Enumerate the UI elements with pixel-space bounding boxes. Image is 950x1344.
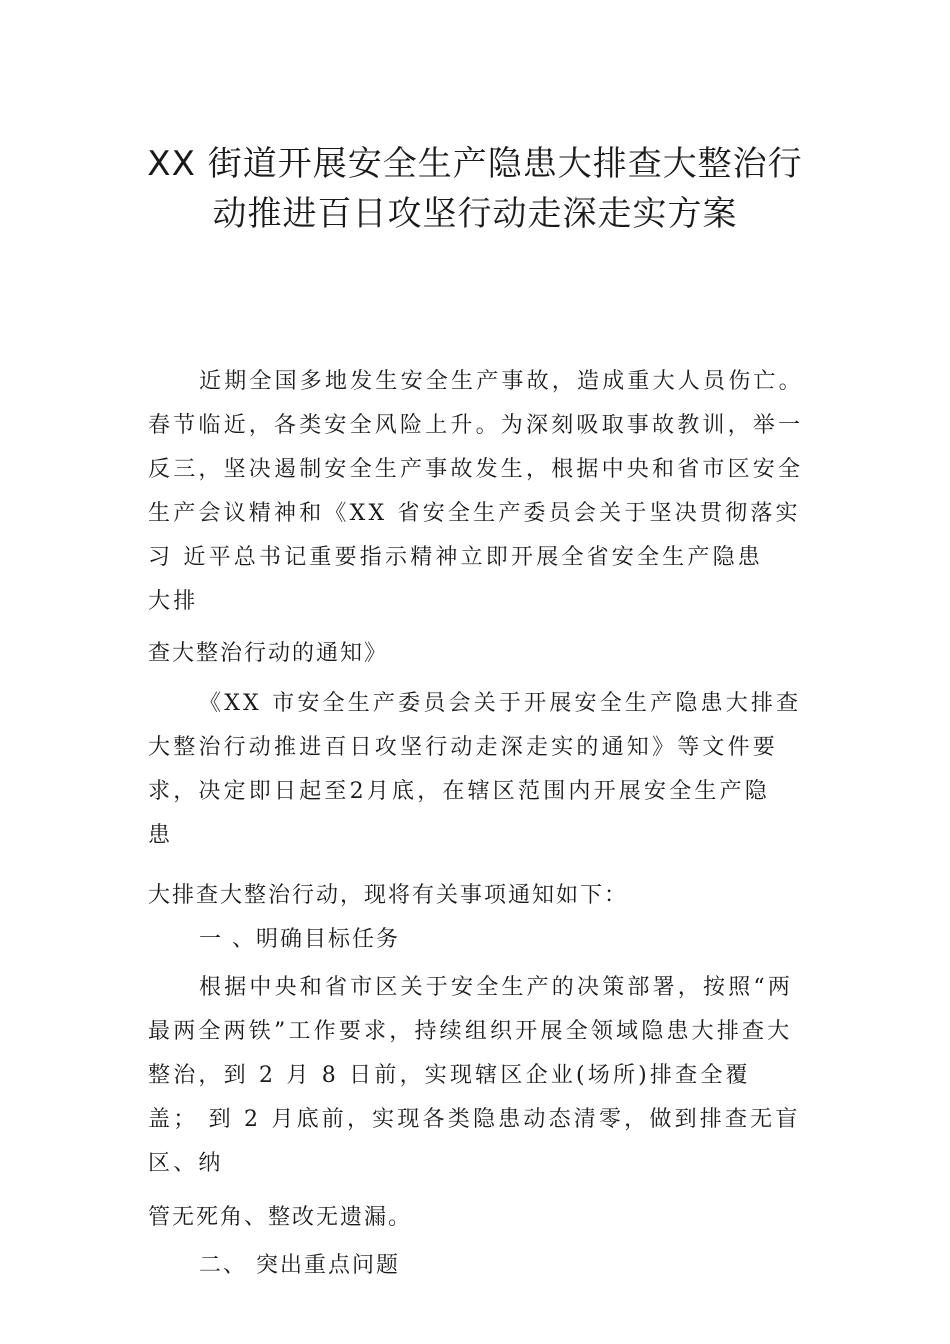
paragraph-1-line: 大排 (148, 589, 199, 614)
paragraph-3-line: 整治，到 2 月 8 日前，实现辖区企业(场所)排查全覆 (148, 1063, 751, 1088)
paragraph-1-line: 反三，坚决遏制安全生产事故发生，根据中央和省市区安全 (148, 457, 804, 482)
section-heading-1: 一 、明确目标任务 (199, 927, 400, 952)
paragraph-1-line: 近期全国多地发生安全生产事故，造成重大人员伤亡。 (199, 369, 804, 394)
paragraph-3-line: 区、纳 (148, 1151, 224, 1176)
document-title-line-1: XX 街道开展安全生产隐患大排查大整治行 (147, 144, 803, 184)
paragraph-2-line: 求，决定即日起至2月底，在辖区范围内开展安全生产隐 (148, 779, 770, 804)
paragraph-3-line: 最两全两铁”工作要求，持续组织开展全领域隐患大排查大 (148, 1019, 793, 1044)
paragraph-2-line: 患 (148, 823, 174, 848)
paragraph-3-line: 盖； 到 2 月底前，实现各类隐患动态清零，做到排查无盲 (148, 1107, 801, 1132)
section-heading-2: 二、 突出重点问题 (199, 1253, 400, 1278)
paragraph-2-continuation: 大排查大整治行动，现将有关事项通知如下： (148, 883, 629, 908)
paragraph-1-continuation: 查大整治行动的通知》 (148, 641, 389, 666)
paragraph-2-line: 大整治行动推进百日攻坚行动走深走实的通知》等文件要 (148, 735, 779, 760)
paragraph-1-line: 习 近平总书记重要指示精神立即开展全省安全生产隐患 (148, 545, 763, 570)
document-title-line-2: 动推进百日攻坚行动走深走实方案 (212, 194, 738, 234)
paragraph-1-line: 生产会议精神和《XX 省安全生产委员会关于坚决贯彻落实 (148, 501, 801, 526)
paragraph-1-line: 春节临近，各类安全风险上升。为深刻吸取事故教训，举一 (148, 413, 804, 438)
paragraph-3-continuation: 管无死角、整改无遗漏。 (148, 1205, 413, 1230)
paragraph-2-line: 《XX 市安全生产委员会关于开展安全生产隐患大排查 (199, 691, 802, 716)
paragraph-3-line: 根据中央和省市区关于安全生产的决策部署，按照“两 (199, 975, 794, 1000)
